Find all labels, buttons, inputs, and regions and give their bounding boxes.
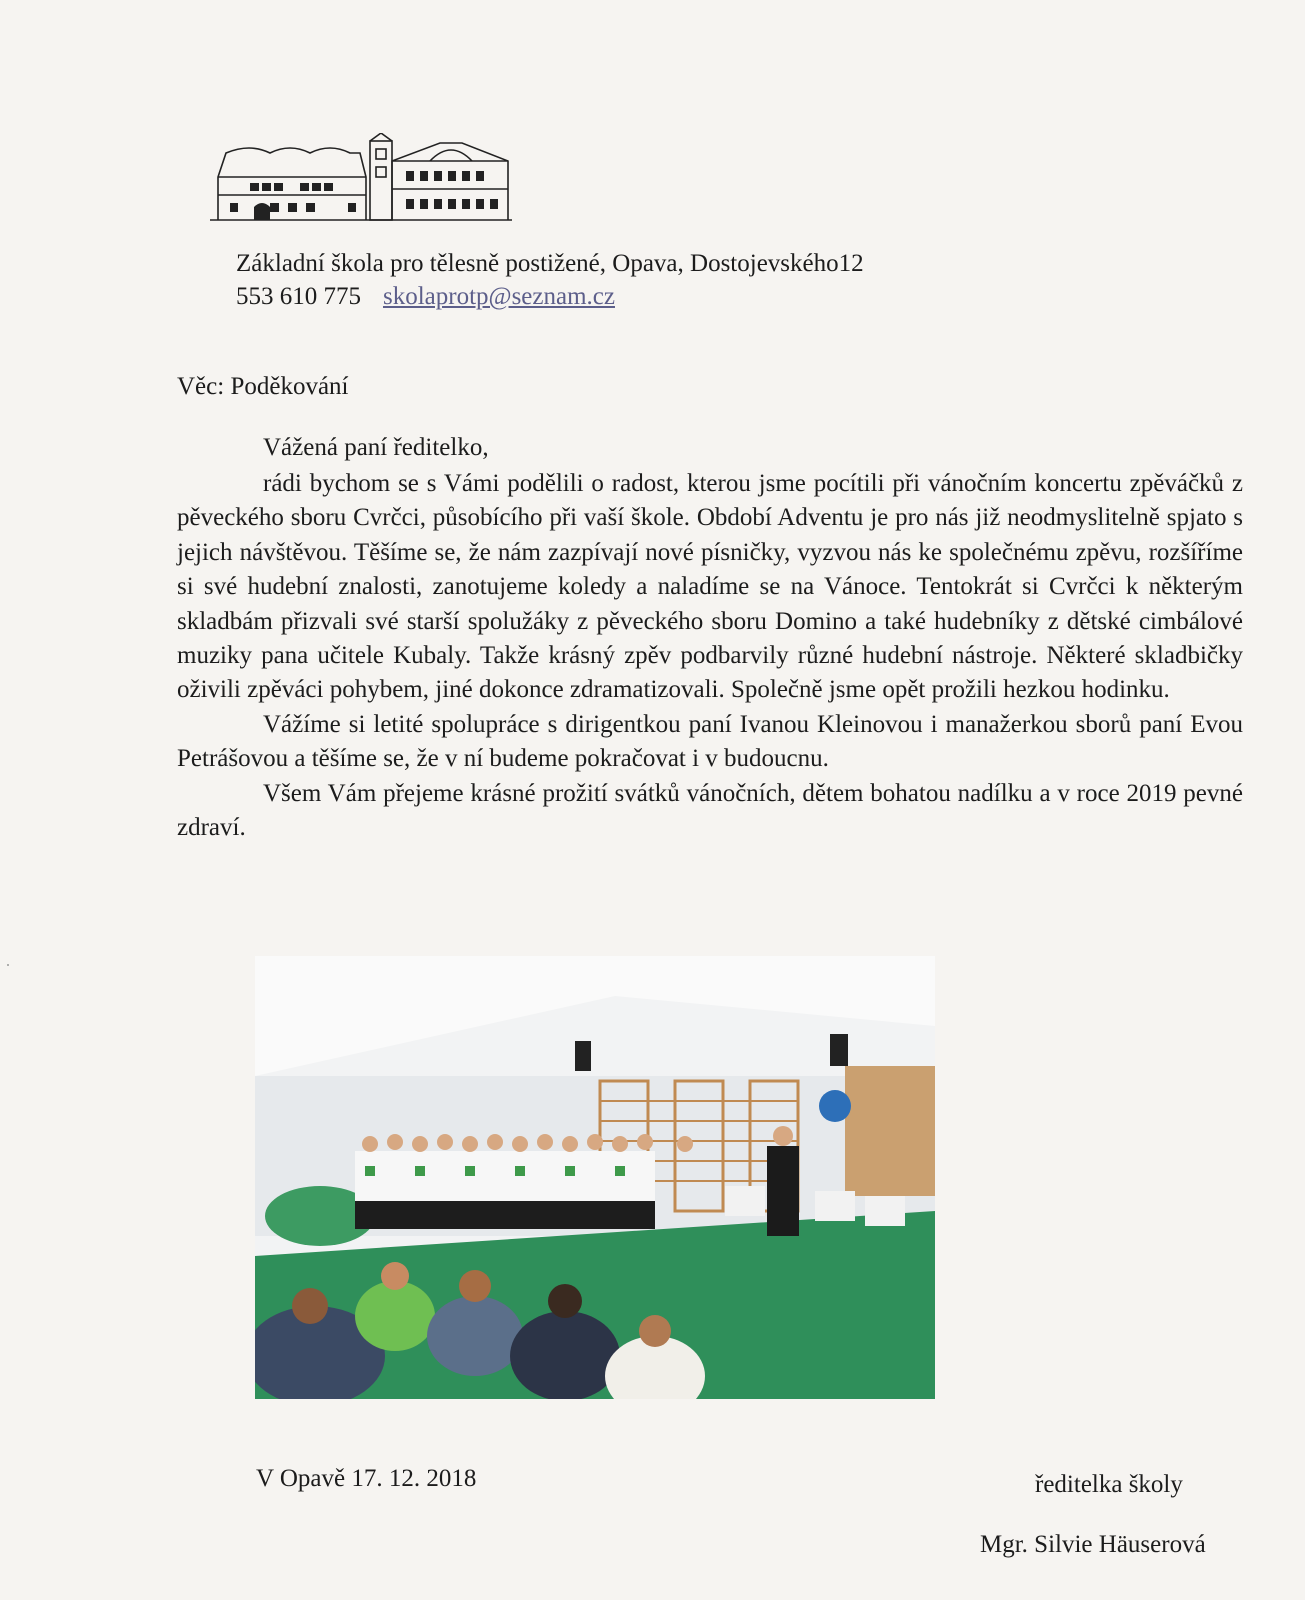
letter-subject: Věc: Poděkování: [177, 373, 349, 400]
choir-photo: [255, 956, 935, 1399]
school-name: Základní škola pro tělesně postižené, Opava, Dostojevského12: [236, 250, 864, 277]
signature-name: Mgr. Silvie Häuserová: [980, 1531, 1206, 1558]
choir-photo-illustration: [255, 956, 935, 1399]
salutation: Vážená paní ředitelko,: [263, 434, 489, 461]
paragraph-3: Všem Vám přejeme krásné prožití svátků vánočních, dětem bohatou nadílku a v roce 2019 pevné zdraví.: [177, 779, 1243, 842]
paragraph-1: rádi bychom se s Vámi podělili o radost, kterou jsme pocítili při vánočním koncertu zpěváčků z pěveckého sboru Cvrčci, působícího při vaší škole. Období Adventu je pro nás již neodmyslitelně spjato s jejich návštěvou. Těšíme se, že nám zazpívají nové písničky, vyzvou nás ke společnému zpěvu, rozšíříme si své hudební znalosti, zanotujeme koledy a naladíme se na Vánoce. Tentokrát si Cvrčci k některým skladbám přizvali své starší spolužáky z pěveckého sboru Domino a také hudebníky z dětské cimbálové muziky pana učitele Kubaly. Takže krásný zpěv podbarvily různé hudební nástroje. Některé skladbičky oživili zpěváci pohybem, jiné dokonce zdramatizovali. Společně jsme opět prožili hezkou hodinku.: [177, 470, 1243, 704]
paragraph-2: Vážíme si letité spolupráce s dirigentkou paní Ivanou Kleinovou i manažerkou sborů paní Evou Petrášovou a těšíme se, že v ní budeme pokračovat i v budoucnu.: [177, 710, 1243, 773]
contact-line: [236, 283, 615, 311]
phone-number: 553 610 775: [236, 283, 361, 310]
school-building-logo: [210, 133, 515, 229]
letter-body: [177, 467, 1243, 845]
signature-role: ředitelka školy: [1035, 1471, 1183, 1498]
email-link[interactable]: skolaprotp@seznam.cz: [383, 283, 615, 310]
scan-speck: [7, 964, 9, 966]
date-place: V Opavě 17. 12. 2018: [256, 1465, 477, 1492]
